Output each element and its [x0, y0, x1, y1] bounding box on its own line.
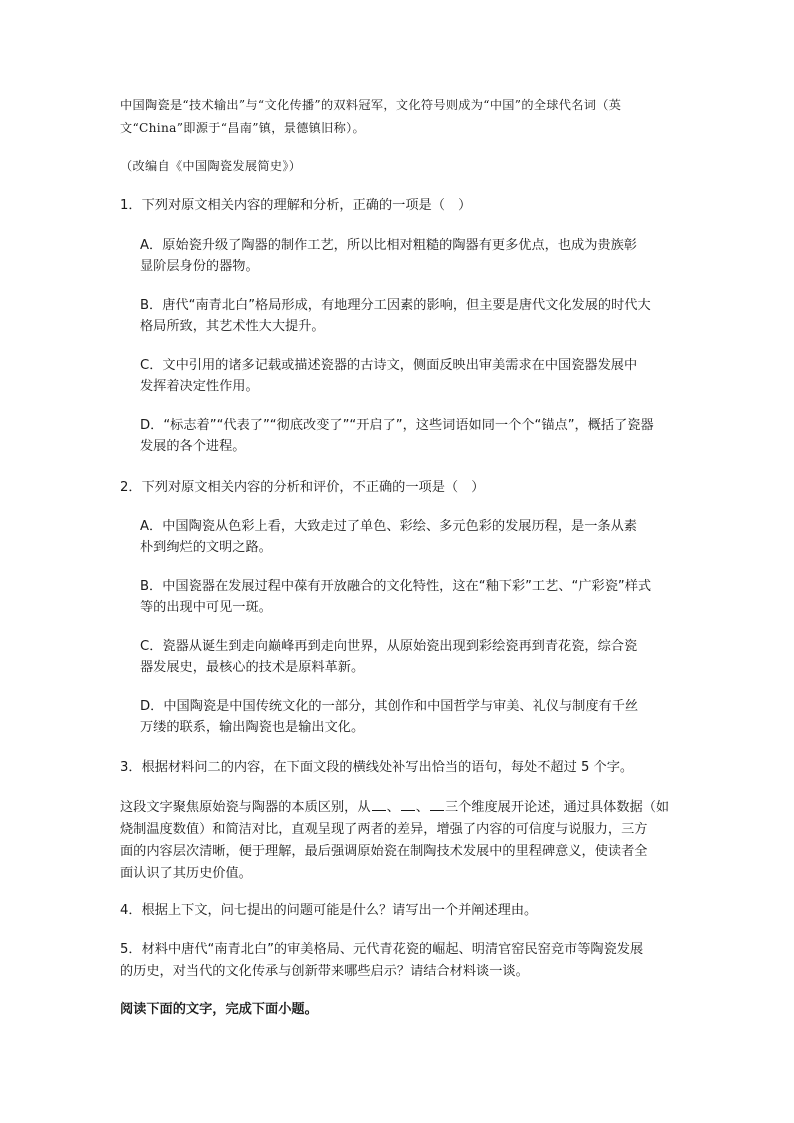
question-1-option-c-line-2: 发挥着决定性作用。: [140, 379, 259, 394]
passage-separator-1: 、: [386, 800, 400, 815]
question-5-line-1: 5．材料中唐代“南青北白”的审美格局、元代青花瓷的崛起、明清官窑民窑竞市等陶瓷发展: [120, 942, 644, 957]
question-2-option-b-line-2: 等的出现中可见一斑。: [140, 600, 272, 615]
question-1-option-b-line-2: 格局所致，其艺术性大大提升。: [140, 319, 325, 334]
question-3-passage-line-3: 面的内容层次清晰，便于理解，最后强调原始瓷在制陶技术发展中的里程碑意义，使读者全: [120, 844, 648, 859]
question-2-option-d-line-1: D．中国陶瓷是中国传统文化的一部分，其创作和中国哲学与审美、礼仪与制度有千丝: [140, 699, 639, 714]
intro-line-2: 文“China”即源于“昌南”镇，景德镇旧称）。: [120, 121, 366, 135]
question-1-option-a-line-1: A．原始瓷升级了陶器的制作工艺，所以比相对粗糙的陶器有更多优点，也成为贵族彰: [140, 238, 637, 253]
question-1-option-d-line-2: 发展的各个进程。: [140, 439, 246, 454]
intro-line-1: 中国陶瓷是“技术输出”与“文化传播”的双料冠军，文化符号则成为“中国”的全球代名词（英: [120, 98, 622, 112]
question-1-option-d-line-1: D．“标志着”“代表了”“彻底改变了”“开启了”，这些词语如同一个个“锚点”，概括了瓷器: [140, 418, 654, 433]
passage-text-before: 这段文字聚焦原始瓷与陶器的本质区别，从: [120, 800, 371, 815]
question-2-option-c-line-1: C．瓷器从诞生到走向巅峰再到走向世界，从原始瓷出现到彩绘瓷再到青花瓷，综合瓷: [140, 639, 638, 654]
question-3-passage-line-1: [120, 798, 680, 818]
question-2-option-c-line-2: 器发展史，最核心的技术是原料革新。: [140, 660, 365, 675]
question-2-option-b-line-1: B．中国瓷器在发展过程中葆有开放融合的文化特性，这在“釉下彩”工艺、“广彩瓷”样式: [140, 579, 652, 594]
question-2-stem: 2．下列对原文相关内容的分析和评价，不正确的一项是（ ）: [120, 480, 485, 495]
question-1-option-c-line-1: C．文中引用的诸多记载或描述瓷器的古诗文，侧面反映出审美需求在中国瓷器发展中: [140, 358, 638, 373]
question-3-stem: 3．根据材料问二的内容，在下面文段的横线处补写出恰当的语句，每处不超过 5 个字。: [120, 760, 634, 775]
question-1-option-a-line-2: 显阶层身份的器物。: [140, 259, 259, 274]
source-citation: （改编自《中国陶瓷发展简史》）: [120, 159, 302, 173]
reading-instruction: 阅读下面的文字，完成下面小题。: [120, 1002, 318, 1017]
question-2-option-d-line-2: 万缕的联系，输出陶瓷也是输出文化。: [140, 720, 365, 735]
passage-separator-2: 、: [415, 800, 429, 815]
fill-blank-2[interactable]: [401, 798, 415, 811]
passage-text-after: 三个维度展开论述，通过具体数据（如: [444, 800, 670, 815]
question-1-option-b-line-1: B．唐代“南青北白”格局形成，有地理分工因素的影响，但主要是唐代文化发展的时代大: [140, 298, 651, 313]
fill-blank-1[interactable]: [372, 798, 386, 811]
question-2-option-a-line-1: A．中国陶瓷从色彩上看，大致走过了单色、彩绘、多元色彩的发展历程，是一条从素: [140, 519, 637, 534]
question-3-passage-line-2: 烧制温度数值）和简洁对比，直观呈现了两者的差异，增强了内容的可信度与说服力，三方: [120, 822, 648, 837]
question-1-stem: 1．下列对原文相关内容的理解和分析，正确的一项是（ ）: [120, 198, 472, 213]
question-5-line-2: 的历史，对当代的文化传承与创新带来哪些启示？请结合材料谈一谈。: [120, 964, 529, 979]
question-2-option-a-line-2: 朴到绚烂的文明之路。: [140, 540, 272, 555]
fill-blank-3[interactable]: [430, 798, 444, 811]
question-3-passage-line-4: 面认识了其历史价值。: [120, 866, 252, 881]
question-4-stem: 4．根据上下文，问七提出的问题可能是什么？请写出一个并阐述理由。: [120, 903, 538, 918]
